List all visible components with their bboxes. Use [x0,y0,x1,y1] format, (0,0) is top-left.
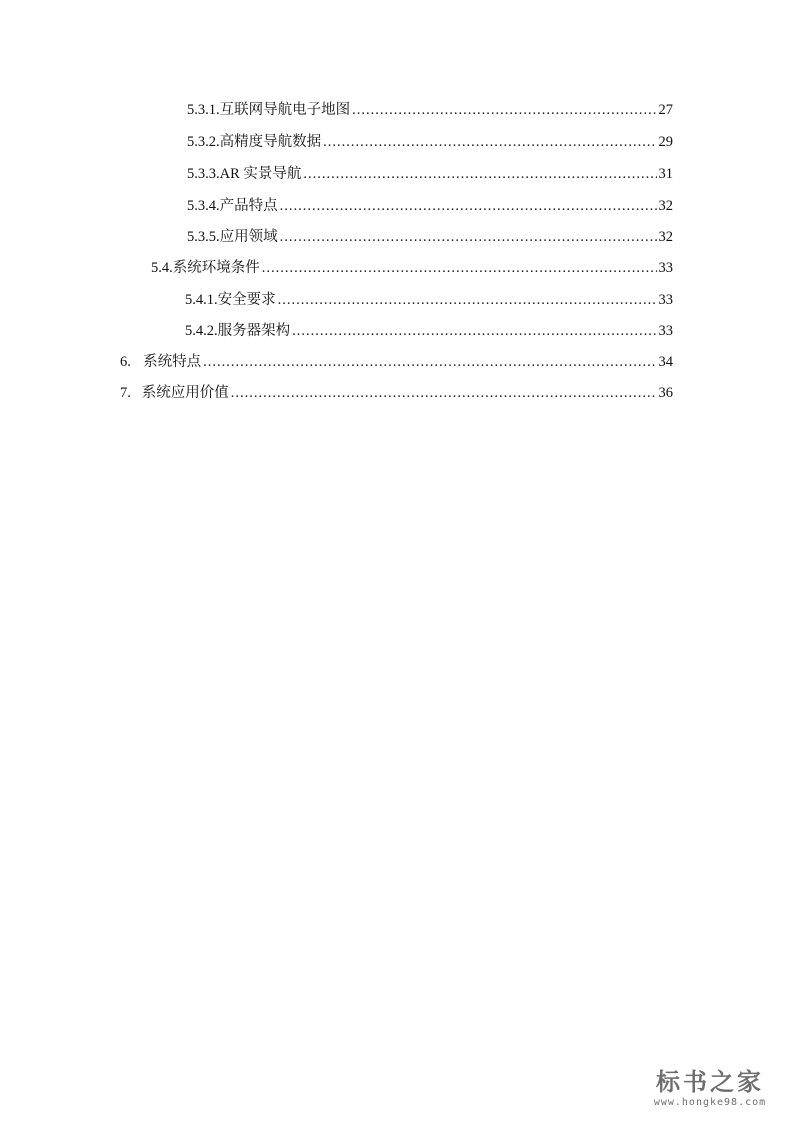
toc-entry-5-3-1[interactable] [187,100,673,120]
toc-page-number: 32 [658,229,673,245]
toc-dot-leader [262,258,657,278]
toc-entry-5-4[interactable] [151,258,673,278]
toc-title: 应用领域 [219,229,278,245]
toc-entry-5-3-5[interactable] [187,227,673,247]
toc-entry-5-3-4[interactable] [187,196,673,216]
toc-title: 系统应用价值 [141,385,229,401]
toc-page-number: 36 [658,385,673,401]
toc-dot-leader [323,132,656,152]
toc-entry-5-4-2[interactable] [185,321,673,341]
toc-dot-leader [280,196,657,216]
toc-page-number: 33 [658,323,673,339]
toc-dot-leader [292,321,656,341]
toc-title: 系统特点 [143,354,202,370]
toc-number: 5.4.1. [185,292,218,308]
watermark-logo: 标书之家 [656,1068,764,1096]
toc-page-number: 31 [658,166,673,182]
toc-entry-6[interactable] [120,352,673,372]
toc-title: 系统环境条件 [172,260,260,276]
toc-title: AR 实景导航 [219,166,302,182]
toc-entry-7[interactable] [120,383,673,403]
toc-number: 5.4.2. [185,323,218,339]
toc-number: 5.4. [151,260,173,276]
toc-dot-leader [278,290,657,310]
watermark-url: www.hongke98.com [653,1097,767,1108]
toc-number: 5.3.1. [187,102,220,118]
toc-page-number: 32 [658,198,673,214]
toc-number: 6. [120,354,131,370]
toc-number: 5.3.2. [187,134,220,150]
toc-number: 5.3.5. [187,229,220,245]
watermark [635,1068,785,1110]
toc-title: 产品特点 [219,198,278,214]
toc-page-number: 34 [658,354,673,370]
toc-number: 7. [120,385,131,401]
toc-entry-5-3-2[interactable] [187,132,673,152]
toc-dot-leader [303,164,656,184]
toc-dot-leader [203,352,656,372]
toc-title: 高精度导航数据 [219,134,322,150]
toc-page-number: 29 [658,134,673,150]
toc-title: 安全要求 [217,292,276,308]
toc-entry-5-4-1[interactable] [185,290,673,310]
toc-title: 服务器架构 [217,323,291,339]
toc-dot-leader [280,227,657,247]
toc-number: 5.3.3. [187,166,220,182]
toc-dot-leader [352,100,656,120]
toc-dot-leader [231,383,657,403]
toc-page-number: 33 [658,292,673,308]
toc-entry-5-3-3[interactable] [187,164,673,184]
toc-page-number: 27 [658,102,673,118]
toc-page-number: 33 [658,260,673,276]
toc-title: 互联网导航电子地图 [219,102,351,118]
toc-number: 5.3.4. [187,198,220,214]
